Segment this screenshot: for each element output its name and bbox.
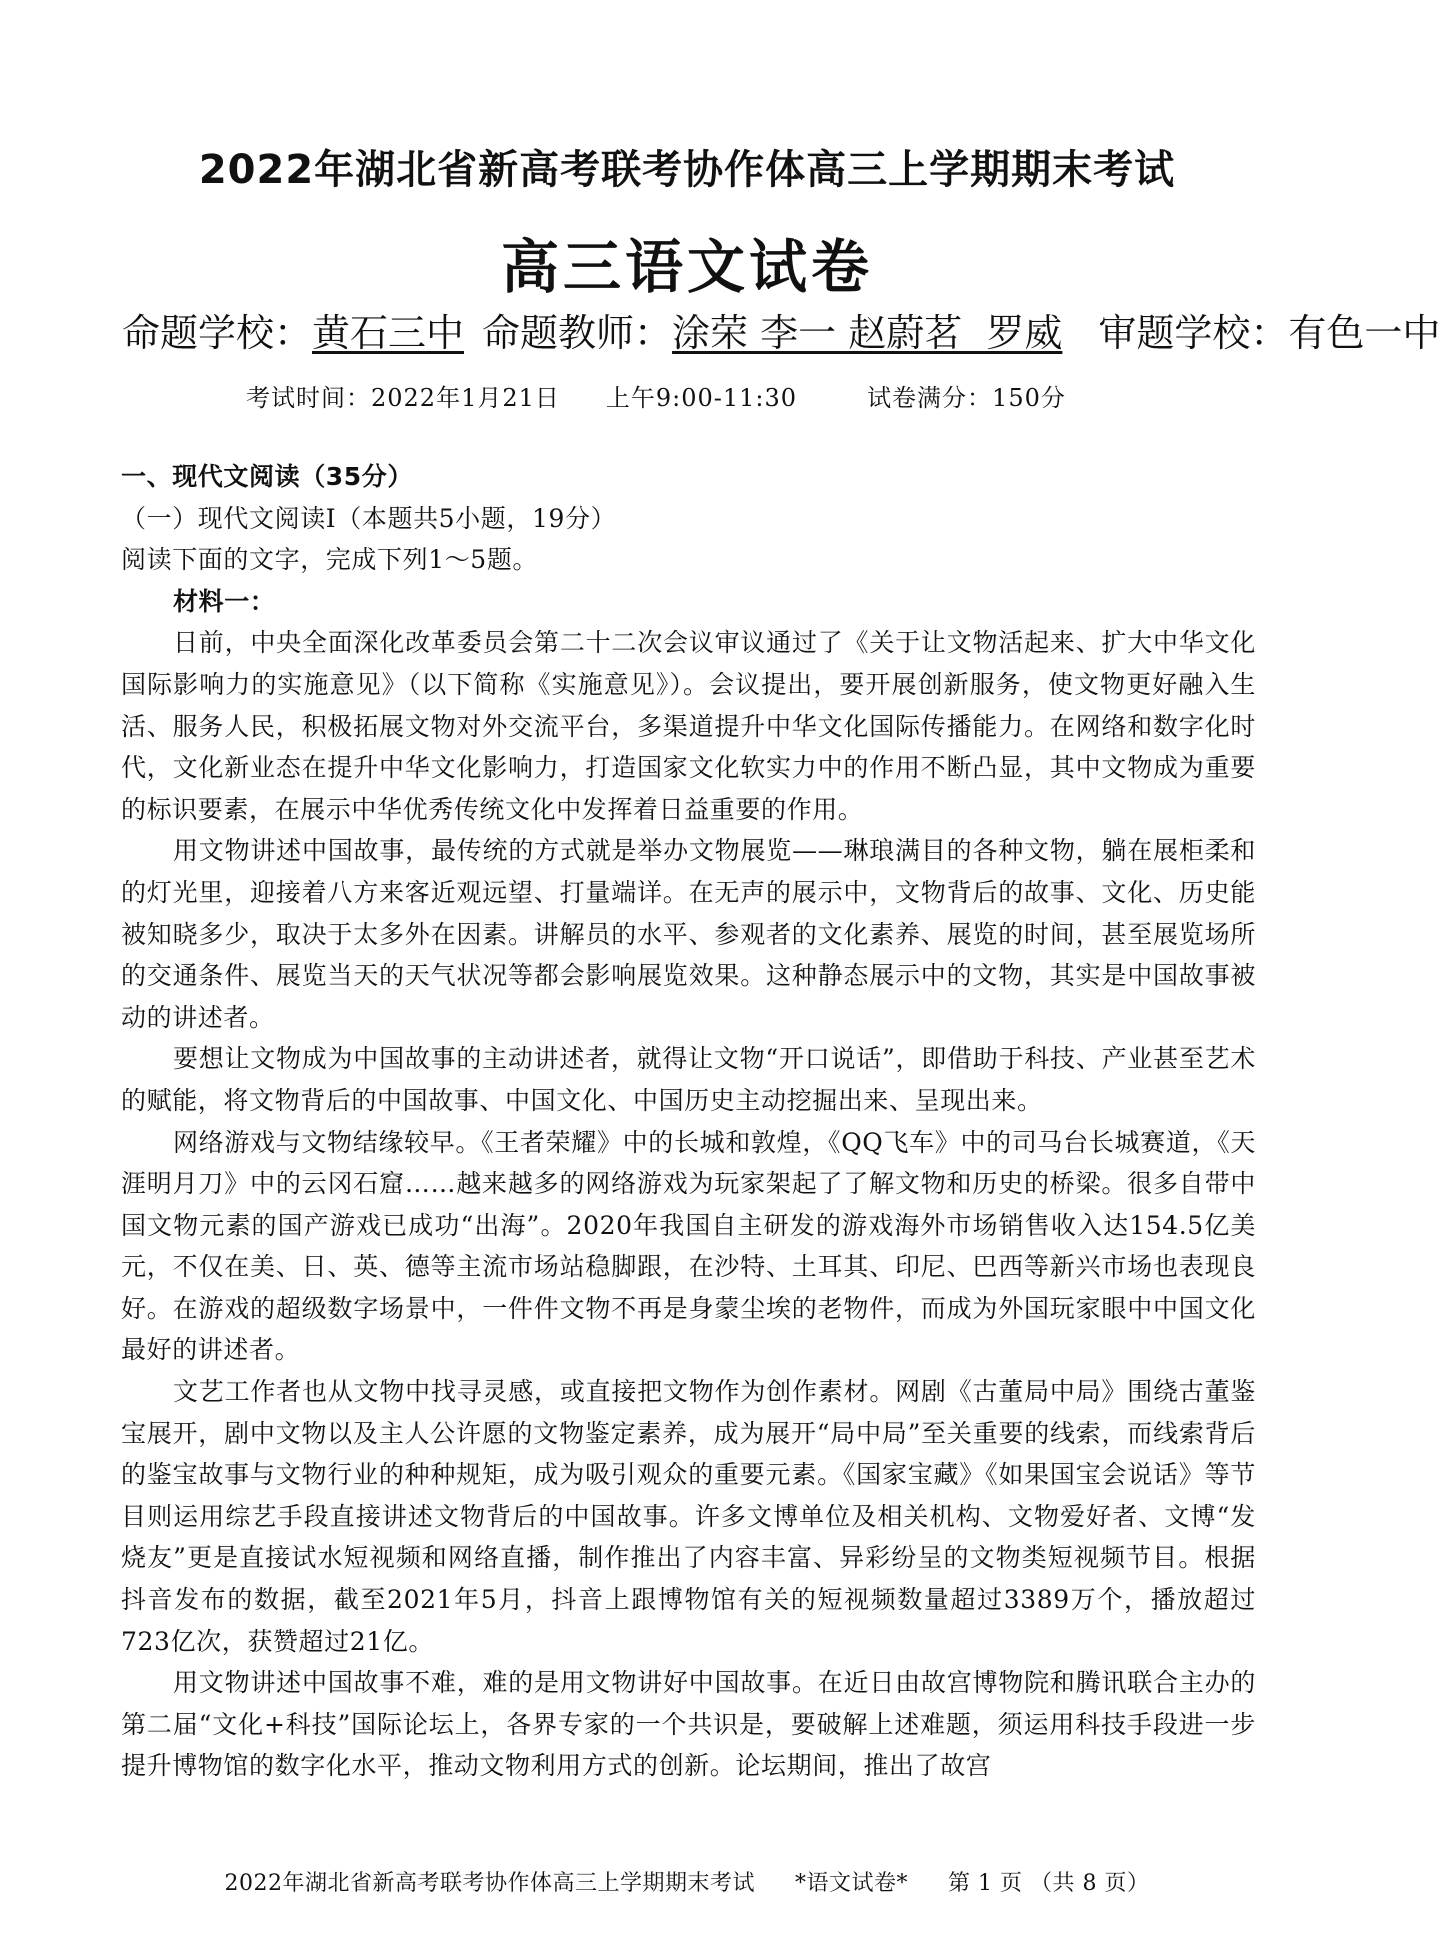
school-name: 黄石三中 [312,311,465,355]
page-footer [0,1866,1374,1897]
review-label: 审题学校： [1098,311,1289,355]
school-label: 命题学校： [122,311,313,355]
subsection-heading: （一）现代文阅读Ⅰ（本题共5小题，19分） [121,503,617,533]
material-label: 材料一： [173,586,276,616]
paragraph: 日前，中央全面深化改革委员会第二十二次会议审议通过了《关于让文物活起来、扩大中华文化国际影响力的实施意见》（以下简称《实施意见》）。会议提出，要开展创新服务，使文物更好融入生活、服务人民，积极拓展文物对外交流平台，多渠道提升中华文化国际传播能力。在网络和数字化时代，文化新业态在提升中华文化影响力，打造国家文化软实力中的作用不断凸显，其中文物成为重要的标识要素，在展示中华优秀传统文化中发挥着日益重要的作用。 [121,628,1256,824]
paragraph: 文艺工作者也从文物中找寻灵感，或直接把文物作为创作素材。网剧《古董局中局》围绕古董鉴宝展开，剧中文物以及主人公许愿的文物鉴定素养，成为展开“局中局”至关重要的线索，而线索背后的鉴宝故事与文物行业的种种规矩，成为吸引观众的重要元素。《国家宝藏》《如果国宝会说话》等节目则运用综艺手段直接讲述文物背后的中国故事。许多文博单位及相关机构、文物爱好者、文博“发烧友”更是直接试水短视频和网络直播，制作推出了内容丰富、异彩纷呈的文物类短视频节目。根据抖音发布的数据，截至2021年5月，抖音上跟博物馆有关的短视频数量超过3389万个，播放超过723亿次，获赞超过21亿。 [121,1377,1256,1656]
author-line [122,302,1440,357]
exam-title: 2022年湖北省新高考联考协作体高三上学期期末考试 [198,147,1176,193]
instruction-text: 阅读下面的文字，完成下列1～5题。 [121,545,539,575]
paper-title: 高三语文试卷 [500,233,873,301]
teacher-label: 命题教师： [482,311,673,355]
paragraph: 网络游戏与文物结缘较早。《王者荣耀》中的长城和敦煌，《QQ飞车》中的司马台长城赛道，《天涯明月刀》中的云冈石窟……越来越多的网络游戏为玩家架起了了解文物和历史的桥梁。很多自带中国文物元素的国产游戏已成功“出海”。2020年我国自主研发的游戏海外市场销售收入达154.5亿美元，不仅在美、日、英、德等主流市场站稳脚跟，在沙特、土耳其、印尼、巴西等新兴市场也表现良好。在游戏的超级数字场景中，一件件文物不再是身蒙尘埃的老物件，而成为外国玩家眼中中国文化最好的讲述者。 [121,1127,1256,1365]
exam-session: 上午9:00-11:30 [605,384,798,412]
paragraph: 用文物讲述中国故事不难，难的是用文物讲好中国故事。在近日由故宫博物院和腾讯联合主办的第二届“文化+科技”国际论坛上，各界专家的一个共识是，要破解上述难题，须运用科技手段进一步提升博物馆的数字化水平，推动文物利用方式的创新。论坛期间，推出了故宫 [121,1668,1256,1781]
reading-content [121,456,1256,1787]
full-score: 试卷满分：150分 [867,384,1066,412]
section-heading: 一、现代文阅读（35分） [121,462,413,491]
exam-time: 考试时间：2022年1月21日 [246,384,560,412]
footer-subject: *语文试卷* [795,1871,909,1896]
exam-meta [246,378,1066,413]
paragraph: 用文物讲述中国故事，最传统的方式就是举办文物展览——琳琅满目的各种文物，躺在展柜柔和的灯光里，迎接着八方来客近观远望、打量端详。在无声的展示中，文物背后的故事、文化、历史能被知晓多少，取决于太多外在因素。讲解员的水平、参观者的文化素养、展览的时间，甚至展览场所的交通条件、展览当天的天气状况等都会影响展览效果。这种静态展示中的文物，其实是中国故事被动的讲述者。 [121,836,1256,1032]
footer-exam: 2022年湖北省新高考联考协作体高三上学期期末考试 [224,1871,755,1896]
paragraph: 要想让文物成为中国故事的主动讲述者，就得让文物“开口说话”，即借助于科技、产业甚至艺术的赋能，将文物背后的中国故事、中国文化、中国历史主动挖掘出来、呈现出来。 [121,1044,1256,1115]
page-number: 第 1 页 （共 8 页） [948,1871,1150,1896]
teacher-names: 涂荣 李一 赵蔚茗 罗威 [672,311,1063,355]
review-school: 有色一中 [1288,311,1440,355]
